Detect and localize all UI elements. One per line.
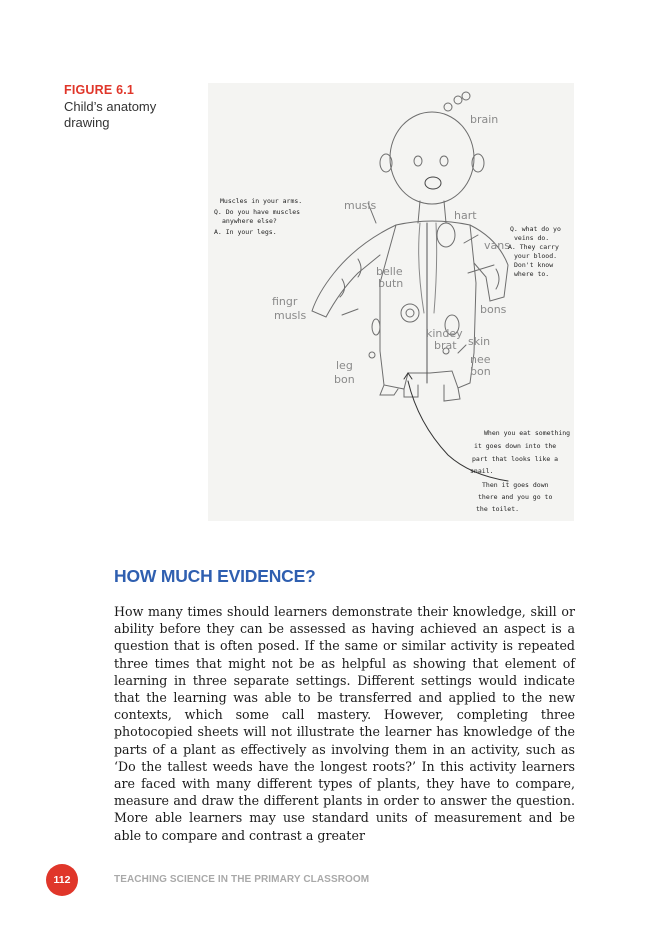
figure-caption	[64, 83, 194, 131]
heart-organ	[437, 223, 455, 247]
anatomy-drawing	[208, 83, 574, 521]
figure-description: Child’s anatomy drawing	[64, 99, 157, 130]
note-right-2: veins do.	[514, 234, 550, 242]
stomach-coil	[401, 304, 419, 322]
label-leg-bone: bon	[334, 373, 355, 386]
note-bottom-2: it goes down into the	[474, 442, 557, 450]
note-bottom-7: the toilet.	[476, 505, 520, 513]
note-bottom-6: there and you go to	[478, 493, 553, 501]
figure-label: FIGURE 6.1	[64, 83, 135, 97]
note-right-6: where to.	[514, 270, 550, 278]
section-heading: HOW MUCH EVIDENCE?	[114, 566, 316, 586]
anatomy-drawing-svg	[208, 83, 574, 521]
label-skin: skin	[468, 335, 491, 348]
label-heart: hart	[454, 209, 477, 222]
page-number-badge: 112	[46, 864, 78, 896]
body-paragraph: How many times should learners demonstrate their knowledge, skill or ability before they can be assessed as having achieved an aspect is a question that is often posed. If the same or similar activity is repeated three times that might not be as helpful as showing that element of learning in three separate settings. Different settings would indicate that the learning was able to be transferred and applied to the new contexts, which some call mastery. However, completing three photocopied sheets will not illustrate the learner has knowledge of the parts of a plant as effectively as involving them in an activity, such as ‘Do the tallest weeds have the longest roots?’ In this activity learners are faced with many different types of plants, they have to compare, measure and draw the different plants in order to answer the question. More able learners may use standard units of measurement and be able to compare and contrast a greater	[114, 604, 575, 843]
label-knee: nee	[470, 353, 491, 366]
note-left-3: anywhere else?	[222, 217, 277, 225]
label-brat: brat	[434, 339, 457, 352]
note-left-1: Muscles in your arms.	[220, 197, 303, 205]
note-right-1: Q. what do yo	[510, 225, 561, 233]
label-belly-button: belle	[376, 265, 403, 278]
label-bones: bons	[480, 303, 507, 316]
head-outline	[390, 112, 474, 204]
note-left-2: Q. Do you have muscles	[214, 208, 301, 216]
note-bottom-1: When you eat something	[484, 429, 571, 437]
label-finger-2: musls	[274, 309, 307, 322]
label-belly-button-2: butn	[378, 277, 404, 290]
note-right-4: your blood.	[514, 252, 558, 260]
note-right-3: A. They carry	[508, 243, 559, 251]
torso	[380, 221, 476, 389]
label-brain: brain	[470, 113, 499, 126]
label-kidney: kindey	[426, 327, 463, 340]
label-muscles: musls	[344, 199, 377, 212]
label-knee-bone: bon	[470, 365, 491, 378]
note-right-5: Don't know	[514, 261, 554, 269]
running-title: TEACHING SCIENCE IN THE PRIMARY CLASSROOM	[114, 874, 370, 885]
label-finger-1: fingr	[272, 295, 298, 308]
label-leg: leg	[336, 359, 353, 372]
label-veins: vans	[484, 239, 510, 252]
note-bottom-4: snail.	[470, 467, 494, 475]
note-left-4: A. In your legs.	[214, 228, 277, 236]
note-bottom-3: part that looks like a	[472, 455, 559, 463]
note-bottom-5: Then it goes down	[482, 481, 549, 489]
